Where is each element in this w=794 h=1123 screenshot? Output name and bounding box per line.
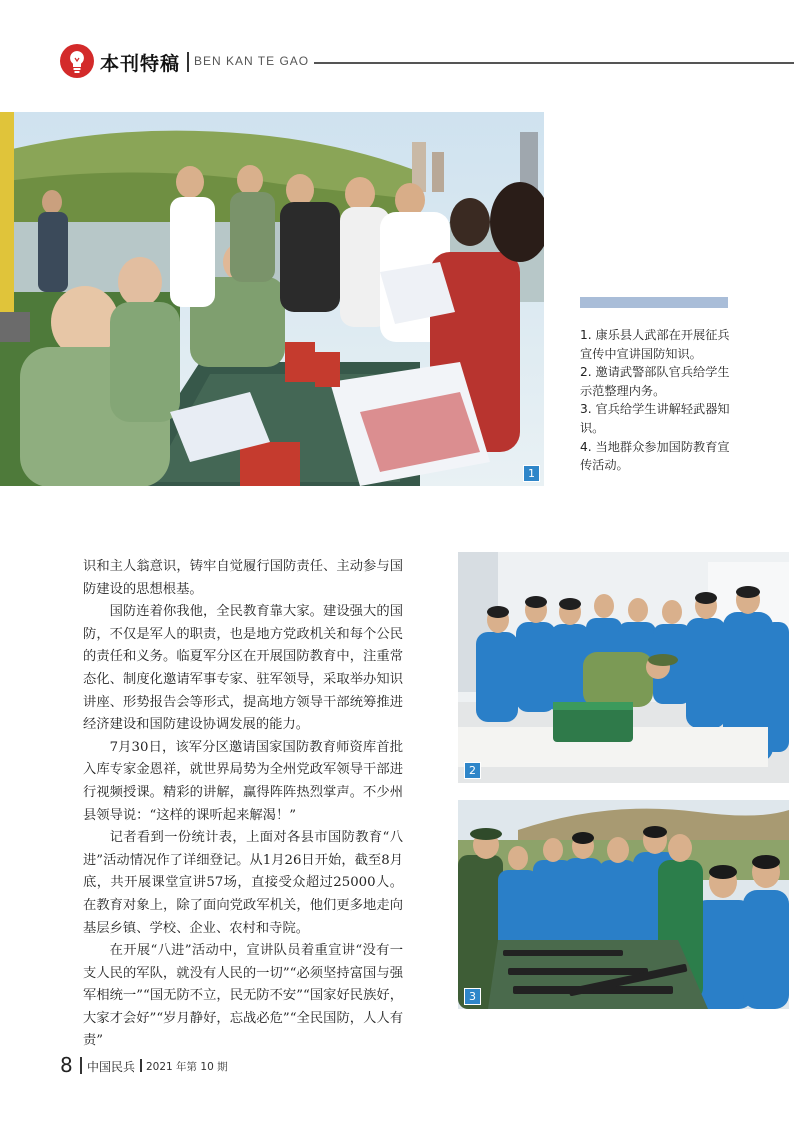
page-number: 8 — [60, 1053, 73, 1077]
caption-item: 3. 官兵给学生讲解轻武器知识。 — [580, 402, 730, 435]
photo-captions — [580, 326, 740, 475]
photo-number-badge: 3 — [464, 988, 481, 1005]
magazine-name: 中国民兵 — [87, 1060, 136, 1074]
header-divider — [187, 52, 189, 72]
photo-recruitment-outreach — [0, 112, 544, 486]
photo-number-badge: 1 — [523, 465, 540, 482]
article-paragraph: 识和主人翁意识，铸牢自觉履行国防责任、主动参与国防建设的思想根基。 — [83, 559, 403, 597]
caption-item: 1. 康乐县人武部在开展征兵宣传中宣讲国防知识。 — [580, 328, 730, 361]
page-header — [60, 44, 794, 84]
issue-label: 2021 年第 10 期 — [146, 1061, 228, 1073]
photo-weapons-explanation — [458, 800, 789, 1009]
section-subtitle: BEN KAN TE GAO — [194, 54, 310, 68]
section-title: 本刊特稿 — [100, 53, 181, 75]
article-body — [83, 556, 403, 1053]
caption-accent-bar — [580, 297, 728, 308]
footer-divider — [80, 1057, 82, 1074]
article-paragraph: 国防连着你我他，全民教育靠大家。建设强大的国防，不仅是军人的职责，也是地方党政机关和每个公民的责任和义务。临夏军分区在开展国防教育中，注重常态化、制度化邀请军事专家、驻军领导，采取举办知识讲座、形势报告会等形式，提高地方领导干部统筹推进经济建设和国防建设协调发展的能力。 — [83, 604, 403, 733]
photo-bedding-demonstration — [458, 552, 789, 783]
caption-item: 2. 邀请武警部队官兵给学生示范整理内务。 — [580, 365, 730, 398]
footer-divider — [140, 1059, 142, 1072]
article-paragraph: 在开展“八进”活动中，宣讲队员着重宣讲“没有一支人民的军队，就没有人民的一切”“必须坚持富国与强军相统一”“国无防不立，民无防不安”“国家好民族好，大家才会好”“岁月静好，忘战必危”“全民国防，人人有责” — [83, 943, 403, 1049]
header-rule — [314, 62, 794, 64]
lightbulb-icon — [60, 44, 94, 78]
photo-number-badge: 2 — [464, 762, 481, 779]
article-paragraph: 记者看到一份统计表，上面对各县市国防教育“八进”活动情况作了详细登记。从1月26日开始，截至8月底，共开展课堂宣讲57场，直接受众超过25000人。在教育对象上，除了面向党政军机关，他们更多地走向基层乡镇、学校、企业、农村和寺院。 — [83, 830, 403, 936]
caption-item: 4. 当地群众参加国防教育宣传活动。 — [580, 439, 730, 473]
article-paragraph: 7月30日，该军分区邀请国家国防教育师资库首批入库专家金恩祥，就世界局势为全州党政军领导干部进行视频授课。精彩的讲解，赢得阵阵热烈掌声。不少州县领导说：“这样的课听起来解渴！” — [83, 739, 403, 823]
